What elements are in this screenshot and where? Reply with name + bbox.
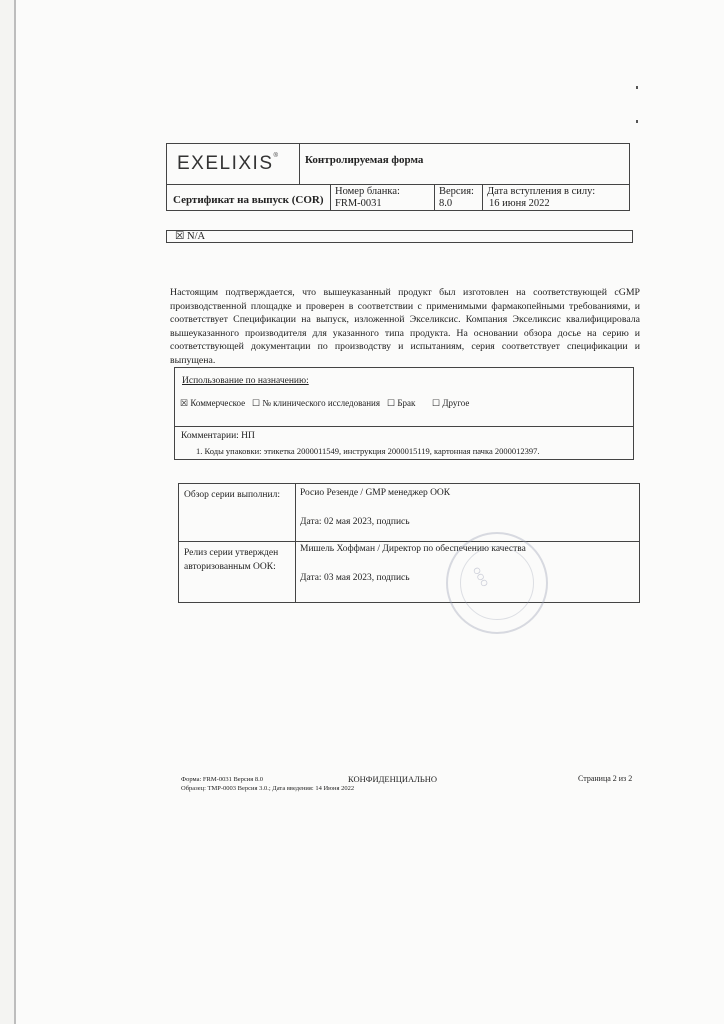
release-approved-label: Релиз серии утвержден авторизованным ООК: <box>184 548 279 572</box>
comments: Комментарии: НП <box>181 431 255 441</box>
version: Версия: 8.0 <box>439 186 474 209</box>
review-table <box>178 483 640 603</box>
effective-date: Дата вступления в силу: 16 июня 2022 <box>487 186 596 209</box>
option-clinical: ☐ № клинического исследования <box>252 398 380 408</box>
certificate-title: Сертификат на выпуск (COR) <box>173 194 324 206</box>
footer-confidential: КОНФИДЕНЦИАЛЬНО <box>348 774 438 784</box>
certification-paragraph: Настоящим подтверждается, что вышеуказанный продукт был изготовлен на соответствующей cGMP производственной площадке и проверен в соответствии с применимыми фармакопейными требованиями, и соответствует Спецификации на выпуск, изложенной Экселиксис. Компания Экселиксис квалифицировала вышеуказанного производителя для указанного типа продукта. На основании обзора досье на серию и соответствующей документации по производству и испытаниям, серия соответствует спецификации и выпущена. <box>170 287 640 366</box>
page-number: Страница 2 из 2 <box>578 774 633 783</box>
release-approved-by: Мишель Хоффман / Директор по обеспечению качества <box>300 544 526 554</box>
controlled-form-label: Контролируемая форма <box>305 154 424 166</box>
na-row: ☒ N/A <box>166 230 633 243</box>
review-performed-by: Росио Резенде / GMP менеджер ООК <box>300 488 451 498</box>
review-performed-date: Дата: 02 мая 2023, подпись <box>300 517 410 527</box>
option-reject: ☐ Брак <box>387 398 416 408</box>
packaging-codes: 1. Коды упаковки: этикетка 2000011549, инструкция 2000015119, картонная пачка 2000012397. <box>196 446 540 456</box>
form-number: Номер бланка: FRM-0031 <box>335 186 400 209</box>
header-table <box>166 143 630 211</box>
usage-box <box>174 367 634 460</box>
option-other: ☐ Другое <box>432 398 470 408</box>
footer-template-line: Образец: TMP-0003 Версия 3.0.; Дата введения: 14 Июня 2022 <box>181 785 355 792</box>
company-logo: EXELIXIS® <box>177 153 278 174</box>
release-approved-date: Дата: 03 мая 2023, подпись <box>300 573 410 583</box>
scan-speck <box>636 86 638 89</box>
usage-title: Использование по назначению: <box>182 376 309 386</box>
review-performed-label: Обзор серии выполнил: <box>184 490 280 500</box>
option-commercial: ☒ Коммерческое <box>180 398 246 408</box>
footer-form-line: Форма: FRM-0031 Версия 8.0 <box>181 776 264 783</box>
company-stamp: ООО <box>446 532 548 634</box>
document-page <box>14 0 724 1024</box>
scan-speck <box>636 120 638 123</box>
